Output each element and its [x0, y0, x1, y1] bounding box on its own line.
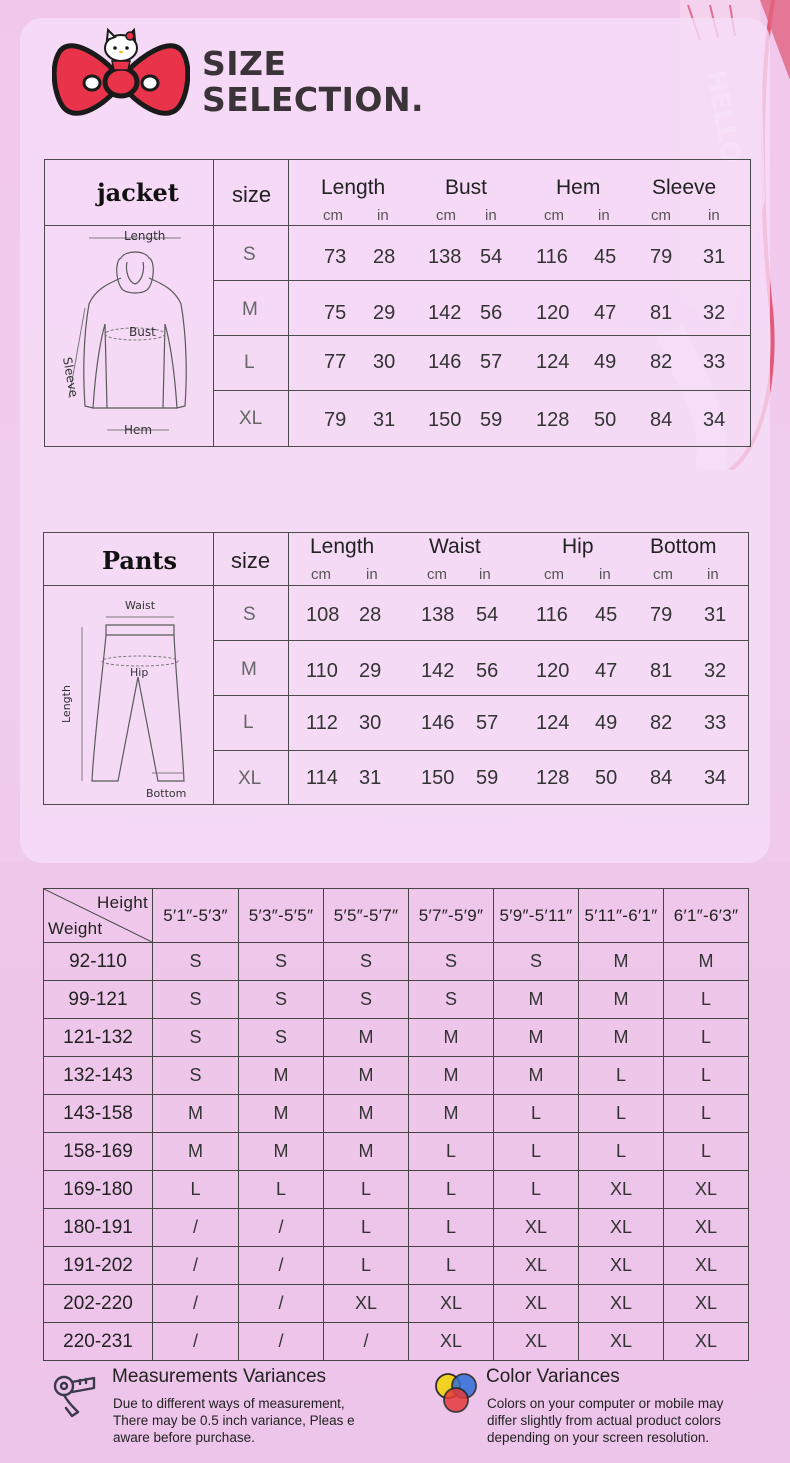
- size-cell: M: [153, 1133, 239, 1171]
- value-cell: 73: [324, 246, 347, 268]
- size-cell: XL: [579, 1209, 664, 1247]
- unit-label: cm: [311, 566, 331, 583]
- size-label: S: [243, 244, 256, 265]
- size-cell: M: [324, 1057, 409, 1095]
- weight-range-cell: 143-158: [44, 1095, 153, 1133]
- size-cell: /: [153, 1209, 239, 1247]
- unit-label: cm: [544, 207, 564, 224]
- value-cell: 112: [306, 712, 338, 734]
- weight-range-cell: 191-202: [44, 1247, 153, 1285]
- size-cell: L: [579, 1057, 664, 1095]
- size-cell: XL: [494, 1285, 579, 1323]
- column-header-waist: Waist: [429, 535, 481, 558]
- color-variances-line: differ slightly from actual product colors: [487, 1413, 721, 1428]
- size-cell: XL: [664, 1285, 749, 1323]
- diagram-label-waist: Waist: [125, 599, 156, 612]
- size-cell: L: [409, 1171, 494, 1209]
- value-cell: 84: [650, 409, 673, 431]
- column-header-length: Length: [321, 176, 386, 199]
- size-cell: S: [409, 981, 494, 1019]
- value-cell: 124: [536, 712, 570, 734]
- size-cell: S: [153, 1057, 239, 1095]
- value-cell: 47: [595, 660, 618, 682]
- weight-range-cell: 202-220: [44, 1285, 153, 1323]
- size-cell: XL: [664, 1209, 749, 1247]
- value-cell: 33: [704, 712, 727, 734]
- measurement-variances-line: aware before purchase.: [113, 1430, 255, 1445]
- diagram-label-hem: Hem: [124, 423, 153, 437]
- size-cell: M: [494, 1057, 579, 1095]
- size-cell: XL: [664, 1171, 749, 1209]
- height-range-header: 5′11″-6′1″: [579, 889, 664, 943]
- measurement-variances-title: Measurements Variances: [112, 1366, 327, 1387]
- size-cell: /: [239, 1323, 324, 1361]
- diagram-label-bottom: Bottom: [146, 787, 187, 800]
- diagram-label-hip: Hip: [130, 666, 149, 679]
- size-cell: XL: [409, 1323, 494, 1361]
- size-cell: M: [494, 1019, 579, 1057]
- value-cell: 32: [703, 302, 726, 324]
- weight-range-cell: 92-110: [44, 943, 153, 981]
- size-cell: XL: [664, 1323, 749, 1361]
- value-cell: 124: [536, 351, 570, 373]
- size-cell: /: [324, 1323, 409, 1361]
- size-chart-row: [44, 981, 749, 1019]
- size-header: size: [231, 548, 271, 573]
- value-cell: 150: [428, 409, 462, 431]
- value-cell: 34: [703, 409, 726, 431]
- measurement-variances-line: Due to different ways of measurement,: [113, 1396, 345, 1411]
- size-cell: XL: [579, 1285, 664, 1323]
- value-cell: 146: [421, 712, 455, 734]
- value-cell: 28: [359, 604, 382, 626]
- size-cell: L: [494, 1095, 579, 1133]
- size-cell: S: [239, 943, 324, 981]
- color-variances-line: depending on your screen resolution.: [487, 1430, 710, 1445]
- size-cell: M: [579, 981, 664, 1019]
- size-chart-row: [44, 1133, 749, 1171]
- diagram-label-length: Length: [124, 229, 166, 243]
- size-cell: L: [579, 1095, 664, 1133]
- size-cell: L: [664, 1057, 749, 1095]
- size-cell: S: [324, 943, 409, 981]
- unit-label: cm: [544, 566, 564, 583]
- value-cell: 47: [594, 302, 617, 324]
- size-cell: S: [239, 1019, 324, 1057]
- tape-measure-icon: [50, 1372, 100, 1423]
- size-cell: M: [494, 981, 579, 1019]
- value-cell: 81: [650, 302, 673, 324]
- height-range-header: 5′7″-5′9″: [409, 889, 494, 943]
- weight-range-cell: 158-169: [44, 1133, 153, 1171]
- value-cell: 30: [373, 351, 396, 373]
- size-label: XL: [238, 768, 262, 789]
- height-weight-size-chart: [43, 888, 749, 1361]
- pants-size-table: [43, 532, 749, 805]
- size-cell: L: [324, 1209, 409, 1247]
- value-cell: 54: [476, 604, 499, 626]
- size-cell: L: [494, 1133, 579, 1171]
- size-cell: S: [239, 981, 324, 1019]
- value-cell: 50: [594, 409, 617, 431]
- value-cell: 138: [421, 604, 455, 626]
- size-cell: /: [153, 1285, 239, 1323]
- unit-label: in: [377, 207, 389, 224]
- size-cell: XL: [324, 1285, 409, 1323]
- size-cell: M: [239, 1095, 324, 1133]
- diagram-label-length: Length: [60, 685, 73, 723]
- jacket-name: jacket: [97, 178, 179, 207]
- size-cell: M: [324, 1133, 409, 1171]
- unit-label: cm: [323, 207, 343, 224]
- value-cell: 116: [536, 604, 568, 626]
- size-cell: XL: [494, 1247, 579, 1285]
- unit-label: in: [599, 566, 611, 583]
- size-chart-row: [44, 1323, 749, 1361]
- size-chart-row: [44, 1209, 749, 1247]
- unit-label: in: [708, 207, 720, 224]
- size-cell: L: [664, 1019, 749, 1057]
- unit-label: in: [485, 207, 497, 224]
- size-label: M: [242, 299, 258, 320]
- value-cell: 79: [650, 604, 673, 626]
- value-cell: 54: [480, 246, 503, 268]
- weight-range-cell: 132-143: [44, 1057, 153, 1095]
- value-cell: 79: [324, 409, 347, 431]
- page-title: [202, 46, 424, 118]
- height-range-header: 6′1″-6′3″: [664, 889, 749, 943]
- value-cell: 57: [476, 712, 499, 734]
- size-cell: XL: [579, 1247, 664, 1285]
- unit-label: in: [479, 566, 491, 583]
- size-chart-row: [44, 1171, 749, 1209]
- size-cell: XL: [494, 1209, 579, 1247]
- value-cell: 57: [480, 351, 503, 373]
- measurement-variances-text: [113, 1395, 355, 1446]
- size-cell: XL: [409, 1285, 494, 1323]
- pants-name: Pants: [102, 546, 177, 575]
- height-range-header: 5′3″-5′5″: [239, 889, 324, 943]
- size-cell: M: [664, 943, 749, 981]
- value-cell: 128: [536, 409, 570, 431]
- size-cell: L: [409, 1247, 494, 1285]
- size-label: S: [243, 604, 256, 625]
- size-cell: L: [324, 1247, 409, 1285]
- unit-label: cm: [436, 207, 456, 224]
- column-header-bust: Bust: [445, 176, 488, 199]
- height-range-header: 5′1″-5′3″: [153, 889, 239, 943]
- column-header-hip: Hip: [562, 535, 594, 558]
- size-cell: M: [239, 1133, 324, 1171]
- size-cell: M: [579, 943, 664, 981]
- size-cell: M: [324, 1095, 409, 1133]
- size-cell: S: [153, 981, 239, 1019]
- value-cell: 49: [594, 351, 617, 373]
- height-label: Height: [97, 893, 148, 912]
- size-cell: XL: [494, 1323, 579, 1361]
- value-cell: 59: [480, 409, 503, 431]
- size-cell: L: [664, 981, 749, 1019]
- column-header-length: Length: [310, 535, 375, 558]
- size-cell: M: [239, 1057, 324, 1095]
- value-cell: 56: [476, 660, 499, 682]
- column-header-sleeve: Sleeve: [652, 176, 717, 199]
- size-cell: /: [239, 1285, 324, 1323]
- value-cell: 79: [650, 246, 673, 268]
- size-cell: S: [153, 1019, 239, 1057]
- size-chart-row: [44, 1247, 749, 1285]
- value-cell: 56: [480, 302, 503, 324]
- color-variances-title: Color Variances: [486, 1366, 620, 1387]
- weight-label: Weight: [48, 919, 103, 938]
- value-cell: 84: [650, 767, 673, 789]
- title-line-1: SIZE: [202, 44, 287, 83]
- size-cell: M: [409, 1095, 494, 1133]
- size-label: L: [243, 712, 254, 733]
- size-label: M: [241, 659, 257, 680]
- title-line-2: SELECTION.: [202, 80, 425, 119]
- size-label: XL: [239, 408, 263, 429]
- weight-range-cell: 220-231: [44, 1323, 153, 1361]
- size-cell: /: [153, 1247, 239, 1285]
- size-chart-row: [44, 943, 749, 981]
- size-cell: /: [153, 1323, 239, 1361]
- value-cell: 75: [324, 302, 347, 324]
- unit-label: in: [598, 207, 610, 224]
- height-range-header: 5′9″-5′11″: [494, 889, 579, 943]
- value-cell: 108: [306, 604, 340, 626]
- size-cell: L: [409, 1209, 494, 1247]
- size-cell: XL: [664, 1247, 749, 1285]
- size-cell: /: [239, 1209, 324, 1247]
- value-cell: 142: [428, 302, 462, 324]
- height-weight-corner-cell: [44, 889, 153, 943]
- column-header-hem: Hem: [556, 176, 601, 199]
- size-chart-row: [44, 1095, 749, 1133]
- size-cell: L: [153, 1171, 239, 1209]
- value-cell: 82: [650, 712, 673, 734]
- weight-range-cell: 180-191: [44, 1209, 153, 1247]
- value-cell: 120: [536, 302, 570, 324]
- size-cell: L: [664, 1095, 749, 1133]
- size-cell: S: [494, 943, 579, 981]
- size-cell: /: [239, 1247, 324, 1285]
- pants-diagram: [46, 589, 212, 803]
- value-cell: 116: [536, 246, 568, 268]
- size-cell: S: [409, 943, 494, 981]
- value-cell: 138: [428, 246, 462, 268]
- size-label: L: [244, 352, 255, 373]
- size-chart-row: [44, 1019, 749, 1057]
- unit-label: cm: [653, 566, 673, 583]
- column-header-bottom: Bottom: [650, 535, 717, 558]
- diagram-label-bust: Bust: [129, 325, 156, 339]
- value-cell: 45: [594, 246, 617, 268]
- value-cell: 110: [306, 660, 338, 682]
- size-cell: S: [153, 943, 239, 981]
- size-cell: L: [239, 1171, 324, 1209]
- value-cell: 45: [595, 604, 618, 626]
- size-cell: L: [324, 1171, 409, 1209]
- weight-range-cell: 169-180: [44, 1171, 153, 1209]
- size-cell: L: [494, 1171, 579, 1209]
- value-cell: 32: [704, 660, 727, 682]
- value-cell: 29: [359, 660, 382, 682]
- value-cell: 34: [704, 767, 727, 789]
- size-cell: M: [579, 1019, 664, 1057]
- value-cell: 28: [373, 246, 396, 268]
- jacket-diagram: [49, 228, 211, 444]
- value-cell: 31: [703, 246, 726, 268]
- value-cell: 31: [373, 409, 396, 431]
- hello-kitty-bow-logo: [52, 26, 190, 126]
- value-cell: 82: [650, 351, 673, 373]
- size-cell: XL: [579, 1171, 664, 1209]
- color-wheel-icon: [432, 1370, 480, 1421]
- value-cell: 59: [476, 767, 499, 789]
- size-chart-header-row: [44, 889, 749, 943]
- measurement-variances-line: There may be 0.5 inch variance, Pleas e: [113, 1413, 355, 1428]
- value-cell: 29: [373, 302, 396, 324]
- size-cell: M: [324, 1019, 409, 1057]
- value-cell: 142: [421, 660, 455, 682]
- weight-range-cell: 99-121: [44, 981, 153, 1019]
- unit-label: cm: [427, 566, 447, 583]
- value-cell: 50: [595, 767, 618, 789]
- weight-range-cell: 121-132: [44, 1019, 153, 1057]
- value-cell: 114: [306, 767, 338, 789]
- value-cell: 31: [704, 604, 727, 626]
- value-cell: 31: [359, 767, 382, 789]
- value-cell: 120: [536, 660, 570, 682]
- value-cell: 33: [703, 351, 726, 373]
- value-cell: 150: [421, 767, 455, 789]
- size-cell: M: [153, 1095, 239, 1133]
- size-header: size: [232, 182, 272, 207]
- unit-label: in: [707, 566, 719, 583]
- value-cell: 49: [595, 712, 618, 734]
- unit-label: cm: [651, 207, 671, 224]
- height-range-header: 5′5″-5′7″: [324, 889, 409, 943]
- size-cell: L: [579, 1133, 664, 1171]
- unit-label: in: [366, 566, 378, 583]
- value-cell: 77: [324, 351, 347, 373]
- size-cell: M: [409, 1019, 494, 1057]
- value-cell: 30: [359, 712, 382, 734]
- size-cell: L: [664, 1133, 749, 1171]
- size-cell: M: [409, 1057, 494, 1095]
- value-cell: 81: [650, 660, 673, 682]
- size-cell: S: [324, 981, 409, 1019]
- size-chart-row: [44, 1285, 749, 1323]
- color-variances-line: Colors on your computer or mobile may: [487, 1396, 724, 1411]
- value-cell: 128: [536, 767, 570, 789]
- size-chart-row: [44, 1057, 749, 1095]
- size-cell: XL: [579, 1323, 664, 1361]
- jacket-size-table: [44, 159, 751, 447]
- color-variances-text: [487, 1395, 723, 1446]
- size-cell: L: [409, 1133, 494, 1171]
- diagram-label-sleeve: Sleeve: [60, 356, 81, 399]
- value-cell: 146: [428, 351, 462, 373]
